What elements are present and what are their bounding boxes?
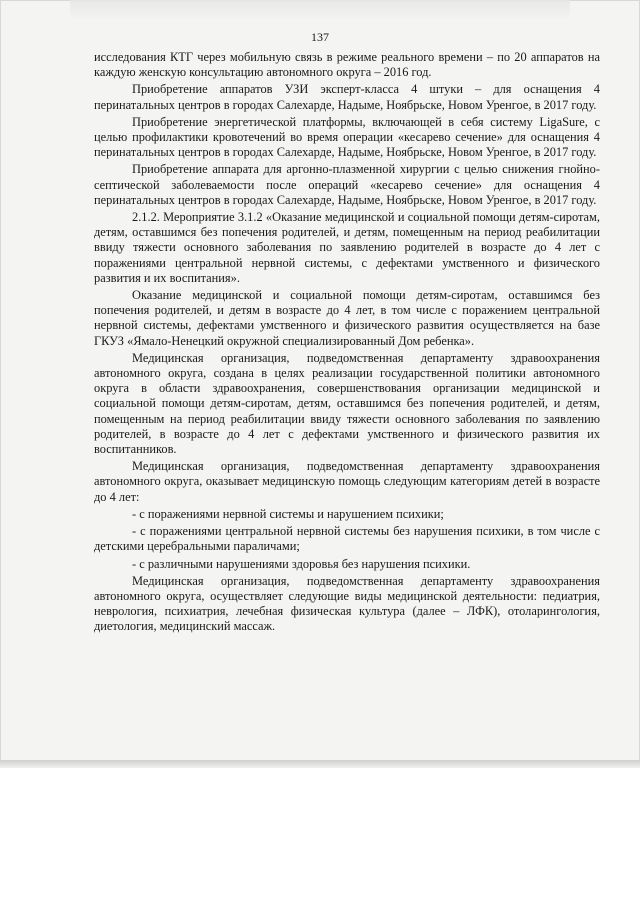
document-body: [94, 50, 600, 637]
paragraph: Медицинская организация, подведомственная департаменту здравоохранения автономного округа, осуществляет следующие виды медицинской деятельности: педиатрия, неврология, психиатрия, лечебная физическая культура (далее – ЛФК), отоларингология, диетология, медицинский массаж.: [94, 573, 600, 634]
paragraph: 2.1.2. Мероприятие 3.1.2 «Оказание медицинской и социальной помощи детям-сиротам, детям, оставшимся без попечения родителей, и детям, помещенным на период реабилитации ввиду тяжести основного заболевания по заявлению родителей в возрасте до 4 лет с поражениями центральной нервной системы, с дефектами умственного и физического развития и их воспитания».: [94, 210, 600, 285]
paragraph: исследования КТГ через мобильную связь в режиме реального времени – по 20 аппаратов на каждую женскую консультацию автономного округа – 2016 год.: [94, 50, 600, 80]
list-item: - с различными нарушениями здоровья без нарушения психики.: [132, 556, 471, 571]
scan-bottom-edge: [0, 760, 640, 768]
paragraph: Приобретение аппарата для аргонно-плазменной хирургии с целью снижения гнойно-септической заболеваемости после операций «кесарево сечение» для оснащения 4 перинатальных центров в городах Салехарде, Надыме, Ноябрьске, Новом Уренгое, в 2017 году.: [94, 162, 600, 207]
paragraph: Медицинская организация, подведомственная департаменту здравоохранения автономного округа, оказывает медицинскую помощь следующим категориям детей в возрасте до 4 лет:: [94, 459, 600, 504]
paragraph: Приобретение аппаратов УЗИ эксперт-класса 4 штуки – для оснащения 4 перинатальных центров в городах Салехарде, Надыме, Ноябрьске, Новом Уренгое, в 2017 году.: [94, 82, 600, 112]
page-number: 137: [311, 30, 329, 44]
paragraph: Медицинская организация, подведомственная департаменту здравоохранения автономного округа, создана в целях реализации государственной политики автономного округа в области здравоохранения, совершенствования организации медицинской и социальной помощи детям-сиротам, детям, оставшимся без попечения родителей, и детям, помещенным на период реабилитации ввиду тяжести основного заболевания по заявлению родителей, в возрасте до 4 лет с дефектами умственного и физического развития их воспитанников.: [94, 350, 600, 457]
list-item: - с поражениями нервной системы и нарушением психики;: [132, 506, 444, 521]
scan-artifact-header: [70, 0, 570, 20]
list-item: - с поражениями центральной нервной системы без нарушения психики, в том числе с детскими церебральными параличами;: [94, 524, 600, 554]
paragraph: Оказание медицинской и социальной помощи детям-сиротам, оставшимся без попечения родителей, и детям в возрасте до 4 лет, в том числе с поражением центральной нервной системы, дефектами умственного и физического развития осуществляется на базе ГКУЗ «Ямало-Ненецкий окружной специализированный Дом ребенка».: [94, 288, 600, 348]
paragraph: Приобретение энергетической платформы, включающей в себя систему LigaSure, с целью профилактики кровотечений во время операции «кесарево сечение» для оснащения 4 перинатальных центров в городах Салехарде, Надыме, Ноябрьске, Новом Уренгое, в 2017 году.: [94, 114, 600, 160]
